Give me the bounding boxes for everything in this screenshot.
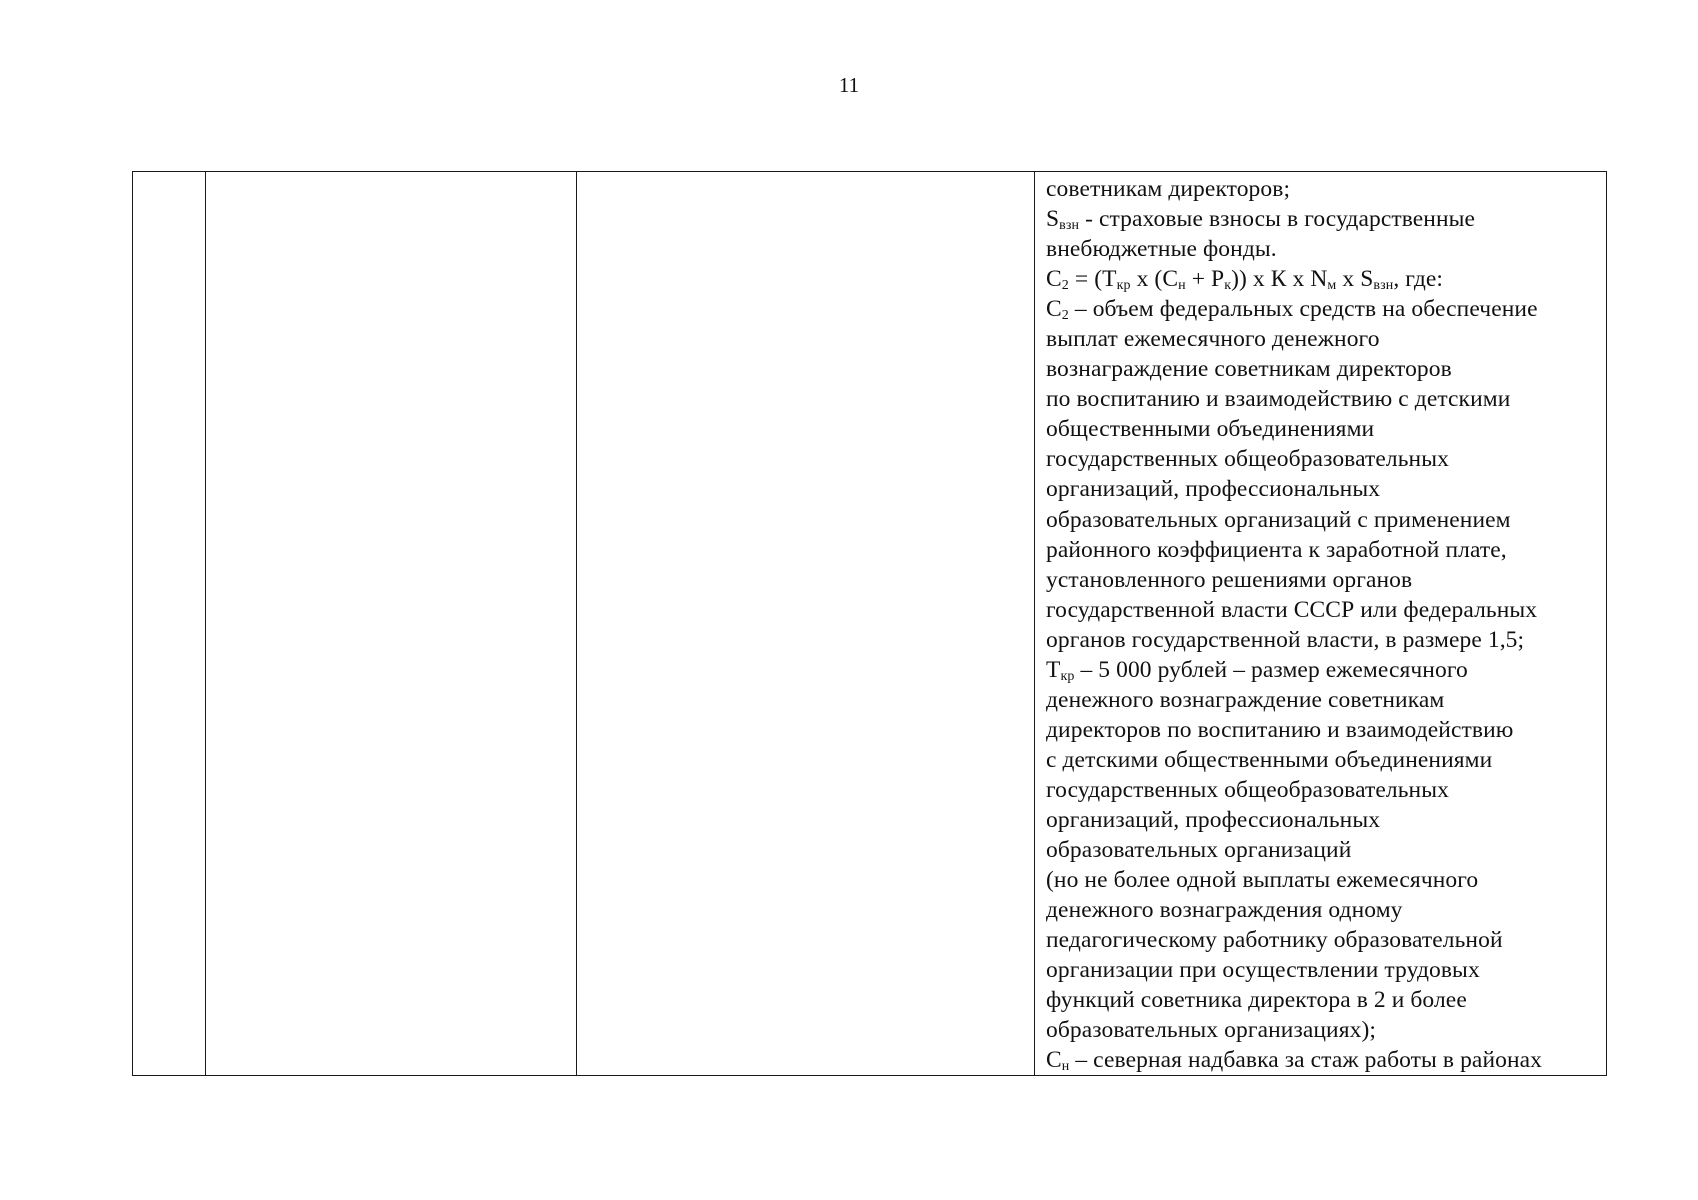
- text-line: педагогическому работнику образовательной: [1046, 927, 1503, 954]
- formula-subscript: м: [1327, 278, 1337, 294]
- text-line: функций советника директора в 2 и более: [1046, 987, 1467, 1014]
- text-line: по воспитанию и взаимодействию с детскими: [1046, 386, 1511, 413]
- text-line: общественными объединениями: [1046, 416, 1375, 443]
- text-line: Ткр – 5 000 рублей – размер ежемесячного: [1046, 656, 1468, 684]
- text-line: образовательных организациях);: [1046, 1017, 1377, 1044]
- formula-subscript: кр: [1060, 668, 1075, 684]
- text-line: Сн – северная надбавка за стаж работы в районах: [1046, 1047, 1543, 1075]
- text-line: органов государственной власти, в размере 1,5;: [1046, 626, 1525, 653]
- formula-subscript: кр: [1116, 278, 1131, 294]
- table-cell-col1: [133, 172, 206, 1076]
- formula-subscript: 2: [1061, 308, 1069, 324]
- formula-subscript: к: [1224, 278, 1232, 294]
- formula-subscript: взн: [1373, 278, 1394, 294]
- table-cell-text: [1035, 172, 1606, 1075]
- text-line: государственных общеобразовательных: [1046, 776, 1449, 803]
- text-line: образовательных организаций: [1046, 837, 1352, 864]
- text-line: установленного решениями органов: [1046, 566, 1413, 593]
- text-line: денежного вознаграждение советникам: [1046, 686, 1445, 713]
- text-line: районного коэффициента к заработной плате,: [1046, 536, 1507, 563]
- formula-subscript: н: [1061, 1059, 1070, 1075]
- formula-subscript: 2: [1061, 278, 1069, 294]
- text-line: С2 – объем федеральных средств на обеспечение: [1046, 296, 1538, 324]
- formula-subscript: взн: [1059, 218, 1080, 234]
- text-line: Sвзн - страховые взносы в государственные: [1046, 206, 1476, 234]
- table-cell-col2: [206, 172, 577, 1076]
- text-line: государственных общеобразовательных: [1046, 446, 1449, 473]
- text-line: директоров по воспитанию и взаимодействию: [1046, 716, 1514, 743]
- text-line: государственной власти СССР или федеральных: [1046, 596, 1538, 623]
- text-line: организации при осуществлении трудовых: [1046, 957, 1480, 984]
- formula-subscript: н: [1178, 278, 1186, 294]
- document-table: [132, 171, 1607, 1076]
- text-line: внебюджетные фонды.: [1046, 236, 1277, 263]
- text-line: (но не более одной выплаты ежемесячного: [1046, 867, 1479, 894]
- text-line: выплат ежемесячного денежного: [1046, 326, 1380, 353]
- text-line: организаций, профессиональных: [1046, 476, 1381, 503]
- text-line: денежного вознаграждения одному: [1046, 897, 1403, 924]
- table-cell-col4: [1035, 172, 1607, 1076]
- page-number: 11: [838, 73, 860, 97]
- text-line: вознаграждение советникам директоров: [1046, 356, 1452, 383]
- table-cell-col3: [577, 172, 1035, 1076]
- text-line: образовательных организаций с применением: [1046, 506, 1511, 533]
- text-line: организаций, профессиональных: [1046, 806, 1381, 833]
- text-line: советникам директоров;: [1046, 176, 1291, 202]
- text-line: с детскими общественными объединениями: [1046, 746, 1493, 773]
- text-line: С2 = (Ткр х (Сн + Рк)) х К х Nм х Sвзн, где:: [1046, 266, 1444, 294]
- table-row: [133, 172, 1607, 1076]
